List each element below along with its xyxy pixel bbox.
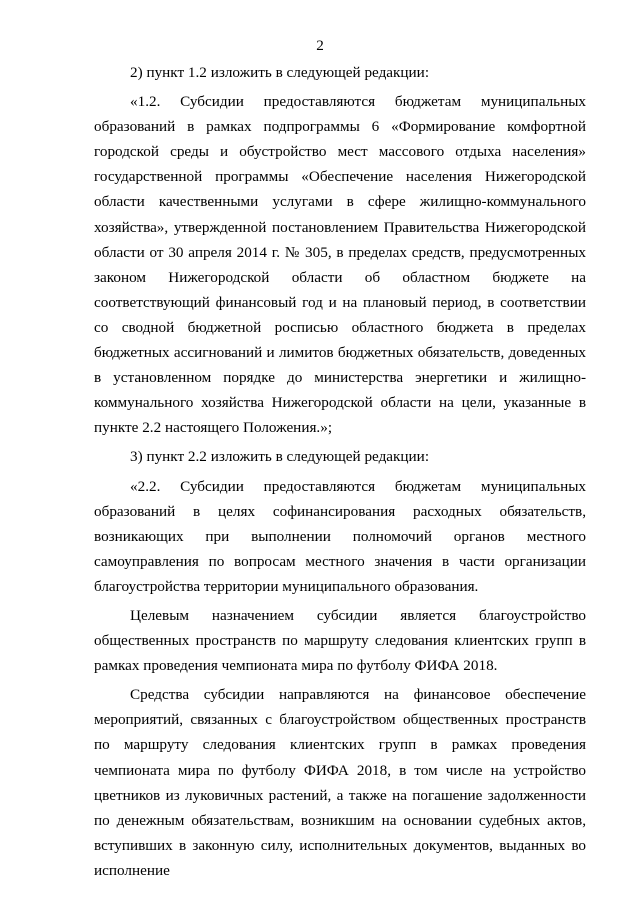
paragraph-subsidy-funds: Средства субсидии направляются на финансовое обеспечение мероприятий, связанных с благоустройством общественных пространств по маршруту следования клиентских групп в рамках проведения чемпионата мира по футболу ФИФА 2018, в том числе на устройство цветников из луковичных растений, а также на погашение задолженности по денежным обязательствам, возникшим на основании судебных актов, вступивших в законную силу, исполнительных документов, выданных во исполнение — [94, 686, 586, 879]
paragraph-clause-1-2: «1.2. Субсидии предоставляются бюджетам муниципальных образований в рамках подпрограммы 6 «Формирование комфортной городской среды и обустройство мест массового отдыха населения» государственной программы «Обеспечение населения Нижегородской области качественными услугами в сфере жилищно-коммунального хозяйства», утвержденной постановлением Правительства Нижегородской области от 30 апреля 2014 г. № 305, в пределах средств, предусмотренных законом Нижегородской области об областном бюджете на соответствующий финансовый год и на плановый период, в соответствии со сводной бюджетной росписью областного бюджета в пределах бюджетных ассигнований и лимитов бюджетных обязательств, доведенных в установленном порядке до министерства энергетики и жилищно-коммунального хозяйства Нижегородской области на цели, указанные в пункте 2.2 настоящего Положения.»; — [94, 93, 586, 437]
paragraph-clause-2-2: «2.2. Субсидии предоставляются бюджетам муниципальных образований в целях софинансирования расходных обязательств, возникающих при выполнении полномочий органов местного самоуправления по вопросам местного значения в части организации благоустройства территории муниципального образования. — [94, 477, 586, 595]
document-body — [94, 60, 586, 883]
paragraph-subsidy-purpose: Целевым назначением субсидии является благоустройство общественных пространств по маршруту следования клиентских групп в рамках проведения чемпионата мира по футболу ФИФА 2018. — [94, 606, 586, 675]
paragraph-item-2-heading: 2) пункт 1.2 изложить в следующей редакции: — [130, 64, 430, 81]
page-number: 2 — [316, 37, 324, 54]
paragraph-item-3-heading: 3) пункт 2.2 изложить в следующей редакции: — [130, 448, 430, 466]
